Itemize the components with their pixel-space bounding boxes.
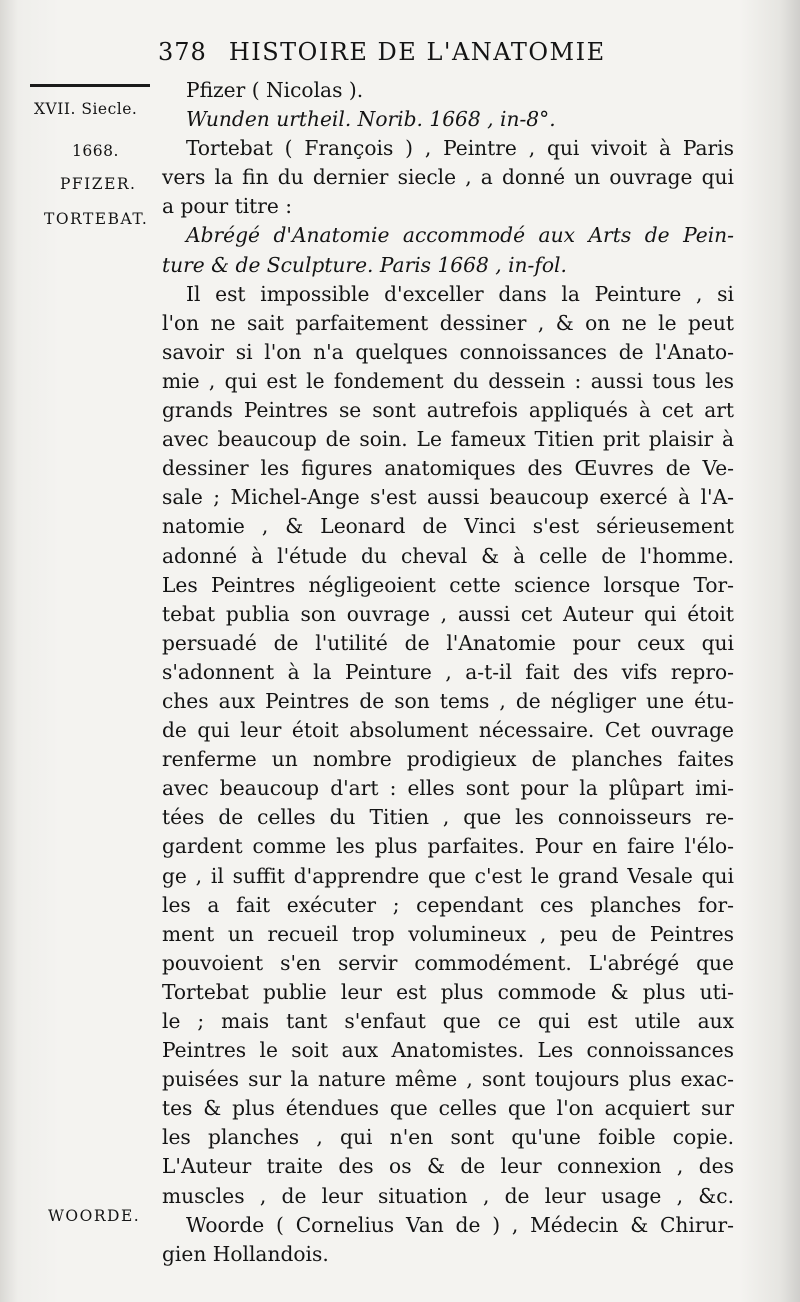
text-line: gien Hollandois. xyxy=(162,1241,329,1266)
text-line: Wunden urtheil. Norib. 1668 , in-8°. xyxy=(186,107,556,132)
text-line: natomie , & Leonard de Vinci s'est sérieusement xyxy=(162,514,734,539)
text-line: tebat publia son ouvrage , aussi cet Auteur qui étoit xyxy=(162,601,734,626)
text-line: muscles , de leur situation , de leur usage , &c. xyxy=(162,1183,734,1208)
text-line: l'on ne sait parfaitement dessiner , & on ne le peut xyxy=(162,310,734,335)
text-line: ment un recueil trop volumineux , peu de Peintres xyxy=(162,921,734,946)
text-line: mie , qui est le fondement du dessein : aussi tous les xyxy=(162,368,734,393)
text-line: Tortebat publie leur est plus commode & plus uti- xyxy=(162,979,734,1004)
text-line: Abrégé d'Anatomie accommodé aux Arts de Pein- xyxy=(186,223,734,248)
text-line: a pour titre : xyxy=(162,194,293,219)
text-line: les a fait exécuter ; cependant ces planches for- xyxy=(162,892,734,917)
text-line: de qui leur étoit absolument nécessaire. Cet ouvrage xyxy=(162,718,734,743)
text-line: avec beaucoup de soin. Le fameux Titien prit plaisir à xyxy=(162,427,734,452)
text-line: Les Peintres négligeoient cette science lorsque Tor- xyxy=(162,572,734,597)
text-line: avec beaucoup d'art : elles sont pour la plûpart imi- xyxy=(162,776,734,801)
text-line: Il est impossible d'exceller dans la Peinture , si xyxy=(186,281,734,306)
margin-note: XVII. Siecle. xyxy=(34,100,138,118)
text-line: savoir si l'on n'a quelques connoissances de l'Anato- xyxy=(162,339,734,364)
text-line: dessiner les figures anatomiques des Œuvres de Ve- xyxy=(162,456,734,481)
text-line: Peintres le soit aux Anatomistes. Les connoissances xyxy=(162,1038,734,1063)
text-line: ches aux Peintres de son tems , de négliger une étu- xyxy=(162,688,734,713)
page-number: 378 xyxy=(158,38,207,66)
margin-note: 1668. xyxy=(72,142,119,160)
text-line: L'Auteur traite des os & de leur connexion , des xyxy=(162,1154,734,1179)
text-line: persuadé de l'utilité de l'Anatomie pour ceux qui xyxy=(162,630,734,655)
body-text xyxy=(162,76,734,1269)
running-title: HISTOIRE DE L'ANATOMIE xyxy=(228,38,606,66)
text-line: adonné à l'étude du cheval & à celle de l'homme. xyxy=(162,543,734,568)
margin-note: PFIZER. xyxy=(60,175,137,193)
text-line: sale ; Michel-Ange s'est aussi beaucoup exercé à l'A- xyxy=(162,485,734,510)
text-line: tes & plus étendues que celles que l'on acquiert sur xyxy=(162,1096,734,1121)
text-line: renferme un nombre prodigieux de planches faites xyxy=(162,747,734,772)
margin-note: WOORDE. xyxy=(48,1207,141,1225)
margin-rule xyxy=(30,84,150,87)
text-line: s'adonnent à la Peinture , a-t-il fait des vifs repro- xyxy=(162,659,734,684)
text-line: grands Peintres se sont autrefois appliqués à cet art xyxy=(162,398,734,423)
text-line: ge , il suffit d'apprendre que c'est le grand Vesale qui xyxy=(162,863,734,888)
text-line: Pfizer ( Nicolas ). xyxy=(186,78,364,102)
text-line: pouvoient s'en servir commodément. L'abrégé que xyxy=(162,950,734,975)
text-line: les planches , qui n'en sont qu'une foible copie. xyxy=(162,1125,734,1150)
text-line: vers la fin du dernier siecle , a donné un ouvrage qui xyxy=(162,165,734,190)
running-header xyxy=(158,38,778,66)
margin-note: TORTEBAT. xyxy=(44,210,149,228)
text-line: Woorde ( Cornelius Van de ) , Médecin & Chirur- xyxy=(186,1212,734,1237)
text-line: puisées sur la nature même , sont toujours plus exac- xyxy=(162,1067,734,1092)
text-line: ture & de Sculpture. Paris 1668 , in-fol. xyxy=(162,252,567,277)
text-line: Tortebat ( François ) , Peintre , qui vivoit à Paris xyxy=(186,136,734,161)
text-line: le ; mais tant s'enfaut que ce qui est utile aux xyxy=(162,1009,734,1033)
text-line: tées de celles du Titien , que les connoisseurs re- xyxy=(162,805,734,830)
text-line: gardent comme les plus parfaites. Pour en faire l'élo- xyxy=(162,834,734,859)
